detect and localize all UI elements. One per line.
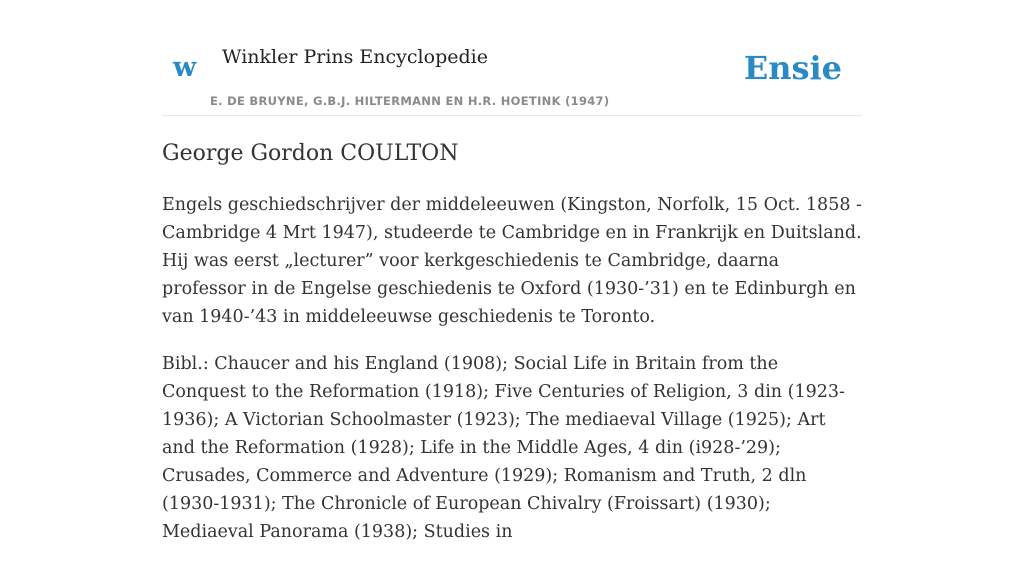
article-paragraph-bibliography: Bibl.: Chaucer and his England (1908); Social Life in Britain from the Conquest to the Reformation (1918); Five Centuries of Religion, 3 din (1923-1936); A Victorian Schoolmaster (1923); The mediaeval Village (1925); Art and the Reformation (1928); Life in the Middle Ages, 4 din (i928-’29); Crusades, Commerce and Adventure (1929); Romanism and Truth, 2 dln (1930-1931); The Chronicle of European Chivalry (Froissart) (1930); Mediaeval Panorama (1938); Studies in	[162, 353, 845, 542]
article	[162, 140, 862, 565]
encyclopedia-authors: E. DE BRUYNE, G.B.J. HILTERMANN EN H.R. HOETINK (1947)	[210, 94, 610, 108]
ensie-logo-link[interactable]: Ensie	[743, 49, 842, 87]
encyclopedia-title: Winkler Prins Encyclopedie	[222, 46, 488, 68]
article-paragraph-bio: Engels geschiedschrijver der middeleeuwen (Kingston, Norfolk, 15 Oct. 1858 - Cambridge 4 Mrt 1947), studeerde te Cambridge en in Frankrijk en Duitsland. Hij was eerst „lecturer” voor kerkgeschiedenis te Cambridge, daarna professor in de Engelse geschiedenis te Oxford (1930-’31) en te Edinburgh en van 1940-’43 in middeleeuwse geschiedenis te Toronto.	[162, 194, 862, 327]
encyclopedia-header	[162, 36, 862, 116]
winkler-prins-logo-icon[interactable]: w	[173, 52, 197, 83]
article-title: George Gordon COULTON	[162, 141, 459, 166]
